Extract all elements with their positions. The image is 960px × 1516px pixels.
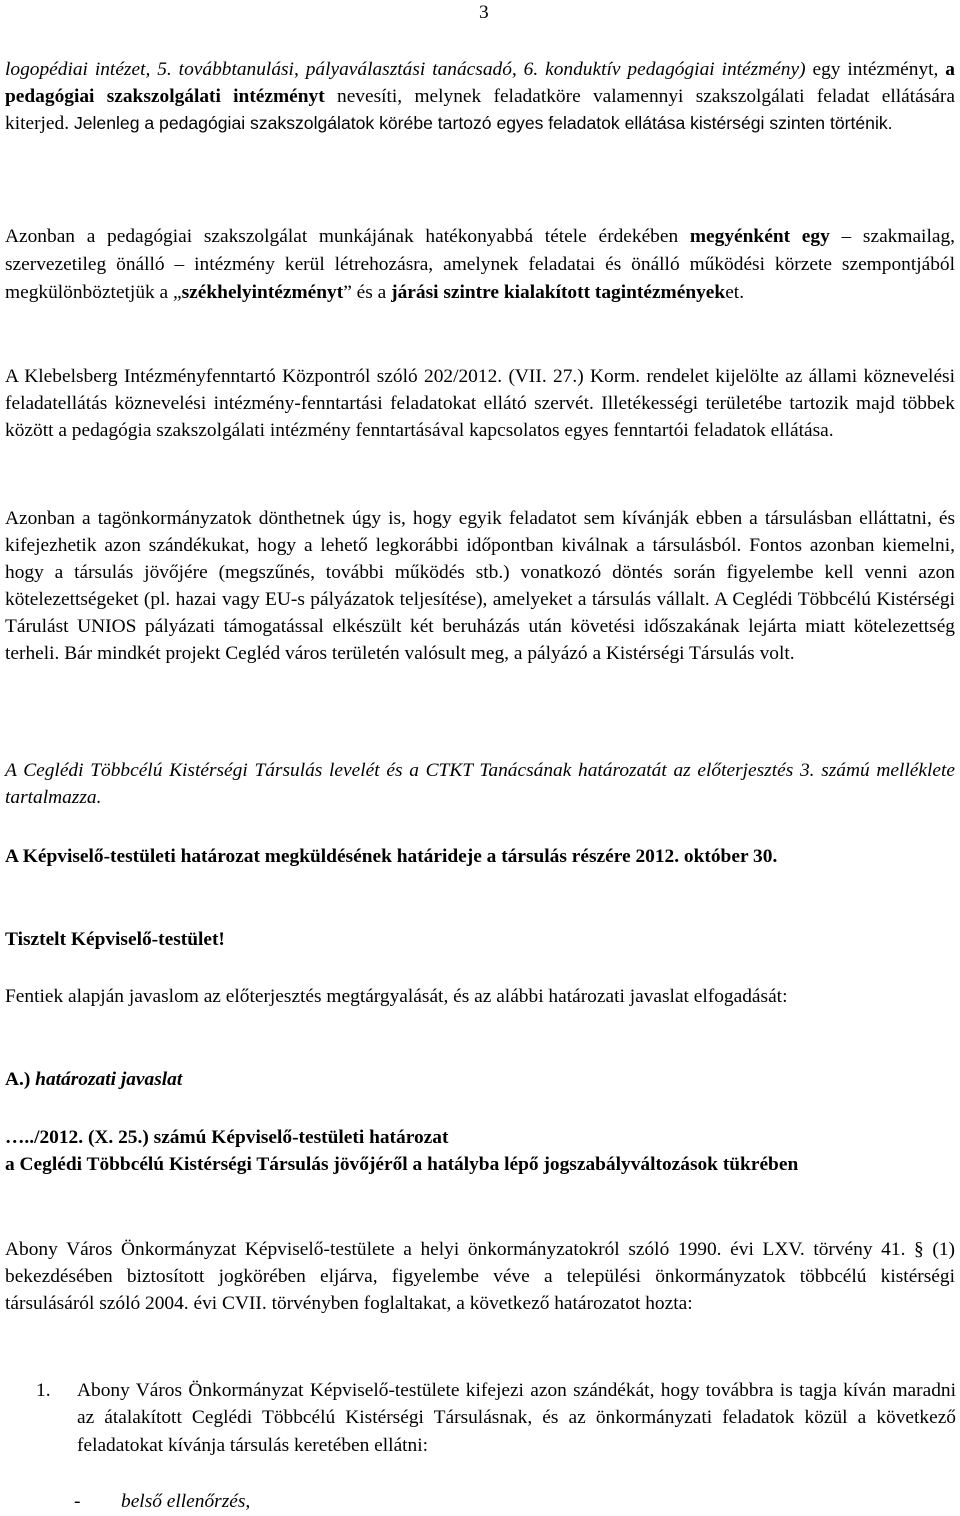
text-run: Fentiek alapján javaslom az előterjesztés megtárgyalását, és az alábbi határozati javaslat elfogadását:	[5, 986, 788, 1007]
paragraph-legal-basis	[5, 1236, 955, 1317]
italic-list-text: logopédiai intézet, 5. továbbtanulási, pályaválasztási tanácsadó, 6. konduktív pedagógiai intézmény)	[5, 59, 806, 80]
paragraph-klebelsberg-center	[5, 363, 955, 444]
paragraph-member-municipalities	[5, 505, 955, 668]
page-number: 3	[479, 2, 489, 23]
proposal-heading	[5, 1066, 955, 1093]
list-item-text: Abony Város Önkormányzat Képviselő-testülete kifejezi azon szándékát, hogy továbbra is tagja kíván maradni az átalakított Ceglédi Többcélú Kistérségi Társulásnak, és az önkormányzati feladatok közül a következő feladatokat kívánja társulás keretében ellátni:	[77, 1380, 956, 1456]
paragraph-county-institution	[5, 223, 955, 308]
bold-term: járási szintre kialakított tagintézmények	[391, 282, 726, 304]
text-run: nevesíti, melynek feladatköre valamennyi szakszolgálati feladat ellátására kiterjed.	[5, 86, 955, 135]
text-run: ” és a	[343, 282, 392, 304]
paragraph-deadline	[5, 843, 955, 870]
resolution-subject: a Ceglédi Többcélú Kistérségi Társulás jövőjéről a hatályba lépő jogszabályváltozások tükrében	[5, 1154, 799, 1176]
italic-text: A Ceglédi Többcélú Kistérségi Társulás levelét és a CTKT Tanácsának határozatát az előterjesztés 3. számú melléklete tartalmazza.	[5, 760, 955, 809]
text-run: et.	[725, 282, 745, 304]
bold-term: megyénként egy	[689, 226, 830, 247]
text-run: Azonban a tagönkormányzatok dönthetnek úgy is, hogy egyik feladatot sem kívánják ebben a társulásban elláttatni, és kifejezhetik azon szándékukat, hogy a lehető legkorábbi időpontban kiválnak a társulásból. Fontos azonban kiemelni, hogy a társulás jövőjére (megszűnés, további működés stb.) vonatkozó döntés során figyelembe kell venni azon kötelezettségeket (pl. hazai vagy EU-s pályázatok teljesítése), amelyeket a társulás vállalt. A Ceglédi Többcélú Kistérségi Tárulást UNIOS pályázati támogatással elkészült két beruházás után követési időszakának lejárta miatt kötelezettség terheli. Bár mindkét projekt Cegléd város területén valósult meg, a pályázó a Kistérségi Társulás volt.	[5, 508, 955, 665]
text-run: A Klebelsberg Intézményfenntartó Központról szóló 202/2012. (VII. 27.) Korm. rendelet kijelölte az állami köznevelési feladatellátás köznevelési intézmény-fenntartási feladatokat ellátó szervét. Illetékességi területébe tartozik majd többek között a pedagógia szakszolgálati intézmény fenntartásával kapcsolatos egyes fenntartói feladatok ellátása.	[5, 366, 955, 442]
paragraph-proposal-intro	[5, 983, 955, 1010]
text-run: egy intézményt,	[805, 59, 946, 80]
resolution-title	[5, 1124, 955, 1178]
bold-italic-text: határozati javaslat	[30, 1069, 183, 1090]
text-run: – szakmailag, szervezetileg önálló – intézmény kerül létrehozásra, amelynek feladatai és önálló működési körzete szempontjából megkülönböztetjük a „	[5, 226, 955, 304]
bold-text: Tisztelt Képviselő-testület!	[5, 929, 225, 950]
bold-term: székhelyintézményt	[181, 282, 344, 304]
bold-text: A Képviselő-testületi határozat megküldésének határideje a társulás részére 2012. október 30.	[5, 846, 778, 867]
paragraph-pedagogical-institutions	[5, 56, 955, 137]
text-run: Abony Város Önkormányzat Képviselő-testülete a helyi önkormányzatokról szóló 1990. évi LXV. törvény 41. § (1) bekezdésében biztosított jogkörében eljárva, figyelembe véve a települési önkormányzatok többcélú kistérségi társulásáról szóló 2004. évi CVII. törvényben foglaltakat, a következő határozatot hozta:	[5, 1239, 955, 1315]
salutation	[5, 926, 955, 953]
resolution-number: …../2012. (X. 25.) számú Képviselő-testületi határozat	[5, 1127, 449, 1148]
sans-text-run: Jelenleg a pedagógiai szakszolgálatok körébe tartozó egyes feladatok ellátása kistérségi szinten történik.	[73, 113, 893, 134]
dash-bullet: -	[74, 1491, 81, 1512]
paragraph-annex-reference	[5, 757, 955, 811]
list-number: 1.	[36, 1380, 51, 1401]
dash-item-text: belső ellenőrzés,	[121, 1491, 251, 1512]
text-run: Azonban a pedagógiai szakszolgálat munkájának hatékonyabbá tétele érdekében	[5, 226, 690, 247]
bold-term: a pedagógiai szakszolgálati intézményt	[5, 59, 955, 108]
bold-text: A.)	[5, 1069, 31, 1090]
